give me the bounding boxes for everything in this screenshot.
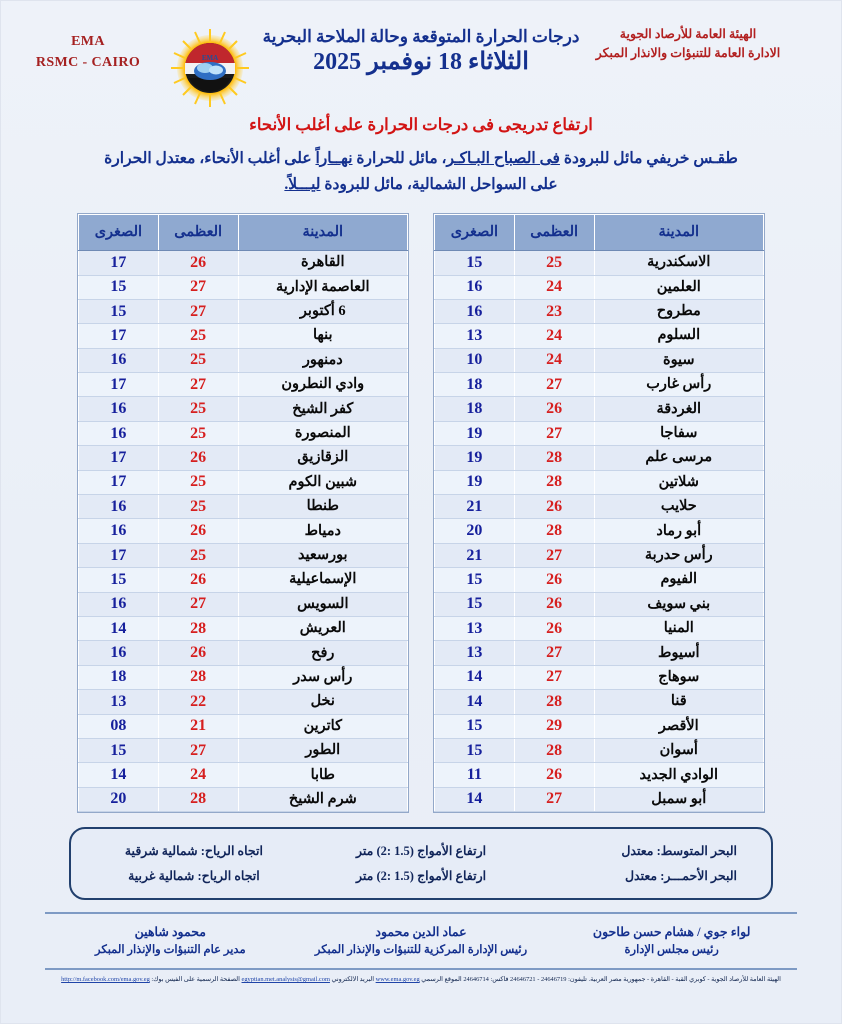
cell-min-temp: 16: [435, 299, 515, 323]
table-row: [79, 568, 408, 592]
cell-min-temp: 14: [435, 665, 515, 689]
table-row: [435, 470, 764, 494]
table-row: [79, 616, 408, 640]
cell-max-temp: 27: [158, 592, 238, 616]
column-header-max: العظمى: [158, 215, 238, 251]
cell-max-temp: 27: [514, 665, 594, 689]
cell-max-temp: 27: [158, 738, 238, 762]
summary-seg-5: على أغلب الأنحاء، معتدل الحرارة: [104, 150, 316, 167]
cell-max-temp: 27: [514, 641, 594, 665]
wave-label: ارتفاع الأمواج: [417, 868, 487, 883]
cell-min-temp: 14: [79, 616, 159, 640]
cell-city: الإسماعيلية: [238, 568, 407, 592]
wave-value: (1.5 :2): [376, 843, 414, 858]
table-header-row: [79, 215, 408, 251]
sea-label: البحر الأحمـــر:: [660, 868, 737, 883]
cell-city: الاسكندرية: [594, 251, 763, 275]
cell-max-temp: 27: [514, 373, 594, 397]
ema-sun-emblem-logo: [169, 27, 251, 109]
cell-city: قنا: [594, 690, 763, 714]
cell-max-temp: 25: [158, 421, 238, 445]
column-header-max: العظمى: [514, 215, 594, 251]
cell-max-temp: 26: [514, 568, 594, 592]
cell-city: سفاجا: [594, 421, 763, 445]
signature-role: مدير عام التنبؤات والإنذار المبكر: [95, 944, 246, 957]
cell-min-temp: 15: [79, 738, 159, 762]
table-row: [435, 397, 764, 421]
table-row: [435, 714, 764, 738]
wind-label: اتجاه الرياح:: [197, 868, 260, 883]
temperature-table-right: [77, 213, 409, 813]
table-row: [79, 714, 408, 738]
page-footer: [31, 975, 811, 985]
table-row: [79, 373, 408, 397]
cell-city: رفح: [238, 641, 407, 665]
cell-min-temp: 17: [79, 543, 159, 567]
footer-site-url[interactable]: www.ema.gov.eg: [375, 976, 420, 984]
cell-min-temp: 14: [435, 787, 515, 811]
cell-min-temp: 17: [79, 251, 159, 275]
cell-city: العاصمة الإدارية: [238, 275, 407, 299]
table-row: [79, 543, 408, 567]
signature: [296, 923, 547, 960]
marine-conditions-box: [69, 827, 773, 900]
table-row: [79, 519, 408, 543]
cell-city: رأس سدر: [238, 665, 407, 689]
cell-city: أسيوط: [594, 641, 763, 665]
cell-city: المنصورة: [238, 421, 407, 445]
cell-city: المنيا: [594, 616, 763, 640]
summary-seg-2: فى الصباح البـاكـر: [446, 150, 560, 167]
temperature-tables: [1, 213, 841, 813]
footer-contact: الهيئة العامة للأرصاد الجوية - كوبري القبة - القاهرة - جمهورية مصر العربية. تليفون: 24646719 - 24646721 فاكس: 24646714: [463, 976, 781, 984]
cell-min-temp: 11: [435, 763, 515, 787]
cell-city: السلوم: [594, 324, 763, 348]
table-row: [435, 787, 764, 811]
wind-value: شمالية شرقية: [124, 843, 198, 858]
cell-min-temp: 20: [79, 787, 159, 811]
cell-city: الغردقة: [594, 397, 763, 421]
cell-city: كفر الشيخ: [238, 397, 407, 421]
cell-city: الوادي الجديد: [594, 763, 763, 787]
cell-max-temp: 27: [158, 373, 238, 397]
cell-city: مرسى علم: [594, 446, 763, 470]
cell-max-temp: 28: [514, 690, 594, 714]
cell-city: سوهاج: [594, 665, 763, 689]
cell-max-temp: 28: [514, 738, 594, 762]
signature-role: رئيس مجلس الإدارة: [624, 944, 719, 957]
cell-city: وادي النطرون: [238, 373, 407, 397]
cell-min-temp: 10: [435, 348, 515, 372]
cell-max-temp: 28: [158, 665, 238, 689]
cell-max-temp: 27: [514, 421, 594, 445]
cell-city: سيوة: [594, 348, 763, 372]
cell-max-temp: 27: [158, 299, 238, 323]
column-header-min: الصغرى: [435, 215, 515, 251]
table-row: [435, 373, 764, 397]
cell-min-temp: 16: [79, 348, 159, 372]
cell-city: أبو سمبل: [594, 787, 763, 811]
cell-min-temp: 08: [79, 714, 159, 738]
wind-label: اتجاه الرياح:: [200, 843, 263, 858]
cell-city: العريش: [238, 616, 407, 640]
cell-min-temp: 21: [435, 495, 515, 519]
cell-max-temp: 26: [158, 519, 238, 543]
table-row: [79, 763, 408, 787]
wave-unit: متر: [355, 843, 374, 858]
cell-max-temp: 28: [514, 519, 594, 543]
wave-height: [301, 868, 541, 884]
summary-seg-3: ، مائل للحرارة: [352, 150, 447, 167]
signature: [546, 923, 797, 960]
table-row: [79, 251, 408, 275]
table-row: [435, 690, 764, 714]
signature-divider-top: [45, 912, 797, 914]
table-row: [435, 299, 764, 323]
marine-row: [87, 838, 755, 863]
cell-max-temp: 22: [158, 690, 238, 714]
cell-max-temp: 27: [514, 787, 594, 811]
cell-city: دمنهور: [238, 348, 407, 372]
table-row: [435, 348, 764, 372]
table-row: [435, 665, 764, 689]
cell-max-temp: 26: [158, 251, 238, 275]
cell-min-temp: 19: [435, 421, 515, 445]
cell-max-temp: 25: [158, 397, 238, 421]
table-row: [79, 397, 408, 421]
cell-min-temp: 17: [79, 324, 159, 348]
table-row: [435, 592, 764, 616]
cell-city: الأقصر: [594, 714, 763, 738]
cell-city: شبين الكوم: [238, 470, 407, 494]
org-line-2: الادارة العامة للتنبؤات والانذار المبكر: [595, 46, 781, 61]
cell-min-temp: 15: [435, 738, 515, 762]
table-row: [79, 324, 408, 348]
signature-name: محمود شاهين: [134, 925, 206, 940]
cell-city: السويس: [238, 592, 407, 616]
cell-city: دمياط: [238, 519, 407, 543]
table-row: [79, 470, 408, 494]
sea-name-and-state: [541, 868, 755, 884]
cell-max-temp: 28: [158, 616, 238, 640]
footer-facebook-url[interactable]: http://m.facebook.com/ema.gov.eg: [61, 976, 150, 984]
cell-max-temp: 27: [158, 275, 238, 299]
sea-state: معتدل: [624, 868, 658, 883]
table-row: [435, 324, 764, 348]
marine-row: [87, 863, 755, 888]
footer-facebook-label: الصفحة الرسمية على الفيس بوك:: [151, 976, 240, 984]
table-row: [435, 495, 764, 519]
cell-max-temp: 26: [514, 397, 594, 421]
wind-direction: [87, 843, 301, 859]
table-row: [79, 299, 408, 323]
table-row: [435, 251, 764, 275]
cell-min-temp: 16: [435, 275, 515, 299]
cell-city: رأس غارب: [594, 373, 763, 397]
table-row: [79, 738, 408, 762]
cell-min-temp: 14: [79, 763, 159, 787]
cell-min-temp: 15: [435, 714, 515, 738]
sea-name-and-state: [541, 843, 755, 859]
cell-min-temp: 17: [79, 470, 159, 494]
summary-seg-6: على السواحل الشمالية، مائل للبرودة: [320, 175, 558, 193]
cell-min-temp: 19: [435, 470, 515, 494]
cell-city: أسوان: [594, 738, 763, 762]
table-row: [435, 275, 764, 299]
cell-min-temp: 16: [79, 592, 159, 616]
cell-min-temp: 15: [435, 568, 515, 592]
cell-max-temp: 24: [158, 763, 238, 787]
cell-max-temp: 25: [158, 495, 238, 519]
cell-min-temp: 15: [435, 251, 515, 275]
cell-city: شرم الشيخ: [238, 787, 407, 811]
table-row: [435, 543, 764, 567]
signature: [45, 923, 296, 960]
cell-min-temp: 20: [435, 519, 515, 543]
cell-min-temp: 19: [435, 446, 515, 470]
cell-min-temp: 13: [435, 641, 515, 665]
footer-email-link[interactable]: egyptian.met.analysis@gmail.com: [241, 976, 330, 984]
table-row: [79, 495, 408, 519]
cell-city: مطروح: [594, 299, 763, 323]
summary-seg-7: ليـــلاً.: [284, 175, 321, 193]
wave-height: [301, 843, 541, 859]
cell-max-temp: 27: [514, 543, 594, 567]
cell-min-temp: 15: [79, 275, 159, 299]
page-title: درجات الحرارة المتوقعة وحالة الملاحة البحرية: [262, 27, 580, 46]
organization-name: [553, 25, 823, 64]
cell-city: طنطا: [238, 495, 407, 519]
cell-max-temp: 25: [158, 324, 238, 348]
column-header-city: المدينة: [238, 215, 407, 251]
column-header-city: المدينة: [594, 215, 763, 251]
cell-max-temp: 26: [514, 592, 594, 616]
cell-min-temp: 13: [435, 324, 515, 348]
cell-city: أبو رماد: [594, 519, 763, 543]
signature-divider-bottom: [45, 968, 797, 970]
table-row: [435, 446, 764, 470]
org-line-1: الهيئة العامة للأرصاد الجوية: [619, 27, 757, 41]
cell-max-temp: 25: [158, 348, 238, 372]
table-row: [79, 446, 408, 470]
cell-min-temp: 15: [79, 299, 159, 323]
ema-abbrev: EMA: [71, 34, 105, 49]
cell-city: القاهرة: [238, 251, 407, 275]
temperature-table-left: [433, 213, 765, 813]
cell-max-temp: 28: [514, 446, 594, 470]
footer-site-label: الموقع الرسمي: [421, 976, 462, 984]
cell-city: حلايب: [594, 495, 763, 519]
table-row: [79, 690, 408, 714]
cell-city: رأس حدربة: [594, 543, 763, 567]
column-header-min: الصغرى: [79, 215, 159, 251]
table-row: [79, 592, 408, 616]
headline-text: ارتفاع تدريجى فى درجات الحرارة على أغلب الأنحاء: [249, 115, 593, 134]
wind-value: شمالية غربية: [128, 868, 195, 883]
signature-name: عماد الدين محمود: [375, 925, 467, 940]
cell-city: بني سويف: [594, 592, 763, 616]
cell-min-temp: 16: [79, 519, 159, 543]
table-right-body: [79, 251, 408, 812]
signature-block: [45, 923, 797, 960]
cell-max-temp: 24: [514, 348, 594, 372]
cell-city: 6 أكتوبر: [238, 299, 407, 323]
ema-rsmc-label: [23, 31, 153, 73]
cell-max-temp: 26: [158, 568, 238, 592]
cell-min-temp: 16: [79, 495, 159, 519]
cell-max-temp: 25: [158, 543, 238, 567]
cell-min-temp: 13: [435, 616, 515, 640]
cell-min-temp: 14: [435, 690, 515, 714]
cell-max-temp: 26: [514, 763, 594, 787]
cell-city: بورسعيد: [238, 543, 407, 567]
table-left-body: [435, 251, 764, 812]
table-row: [435, 738, 764, 762]
wave-value: (1.5 :2): [376, 868, 414, 883]
table-row: [435, 763, 764, 787]
cell-min-temp: 16: [79, 397, 159, 421]
cell-min-temp: 16: [79, 641, 159, 665]
cell-min-temp: 15: [435, 592, 515, 616]
table-row: [79, 665, 408, 689]
cell-min-temp: 15: [79, 568, 159, 592]
cell-max-temp: 29: [514, 714, 594, 738]
cell-min-temp: 16: [79, 421, 159, 445]
table-row: [435, 519, 764, 543]
table-row: [79, 275, 408, 299]
sea-state: معتدل: [621, 843, 654, 858]
cell-city: شلاتين: [594, 470, 763, 494]
cell-city: طابا: [238, 763, 407, 787]
table-row: [435, 421, 764, 445]
wave-unit: متر: [355, 868, 374, 883]
footer-email-label: البريد الالكتروني: [331, 976, 374, 984]
cell-city: العلمين: [594, 275, 763, 299]
signature-role: رئيس الإدارة المركزية للتنبؤات والإنذار المبكر: [314, 944, 528, 957]
summary-seg-4: نهــاراً: [315, 150, 353, 167]
cell-min-temp: 13: [79, 690, 159, 714]
table-row: [435, 641, 764, 665]
cell-city: بنها: [238, 324, 407, 348]
svg-text:EMA: EMA: [201, 54, 219, 62]
signature-name: لواء جوي / هشام حسن طاحون: [592, 925, 751, 940]
cell-max-temp: 21: [158, 714, 238, 738]
cell-city: كاترين: [238, 714, 407, 738]
table-row: [79, 421, 408, 445]
cell-min-temp: 21: [435, 543, 515, 567]
cell-max-temp: 26: [514, 616, 594, 640]
table-row: [79, 348, 408, 372]
forecast-summary: [53, 146, 789, 197]
table-row: [79, 787, 408, 811]
cell-city: نخل: [238, 690, 407, 714]
sea-label: البحر المتوسط:: [656, 843, 737, 858]
cell-min-temp: 18: [79, 665, 159, 689]
cell-max-temp: 26: [158, 446, 238, 470]
rsmc-cairo-label: RSMC - CAIRO: [35, 55, 141, 70]
wave-label: ارتفاع الأمواج: [417, 843, 487, 858]
forecast-date: الثلاثاء 18 نوفمبر 2025: [313, 49, 529, 75]
cell-city: الزقازيق: [238, 446, 407, 470]
cell-city: الطور: [238, 738, 407, 762]
cell-city: الفيوم: [594, 568, 763, 592]
cell-max-temp: 26: [158, 641, 238, 665]
cell-max-temp: 25: [514, 251, 594, 275]
cell-min-temp: 17: [79, 373, 159, 397]
cell-max-temp: 25: [158, 470, 238, 494]
wind-direction: [87, 868, 301, 884]
cell-max-temp: 24: [514, 324, 594, 348]
table-row: [435, 568, 764, 592]
cell-min-temp: 17: [79, 446, 159, 470]
table-row: [435, 616, 764, 640]
cell-max-temp: 23: [514, 299, 594, 323]
cell-max-temp: 24: [514, 275, 594, 299]
cell-max-temp: 26: [514, 495, 594, 519]
cell-max-temp: 28: [514, 470, 594, 494]
summary-seg-1: طقـس خريفي مائل للبرودة: [559, 150, 738, 167]
page-header: [1, 1, 841, 113]
cell-max-temp: 28: [158, 787, 238, 811]
table-header-row: [435, 215, 764, 251]
cell-min-temp: 18: [435, 397, 515, 421]
table-row: [79, 641, 408, 665]
cell-min-temp: 18: [435, 373, 515, 397]
